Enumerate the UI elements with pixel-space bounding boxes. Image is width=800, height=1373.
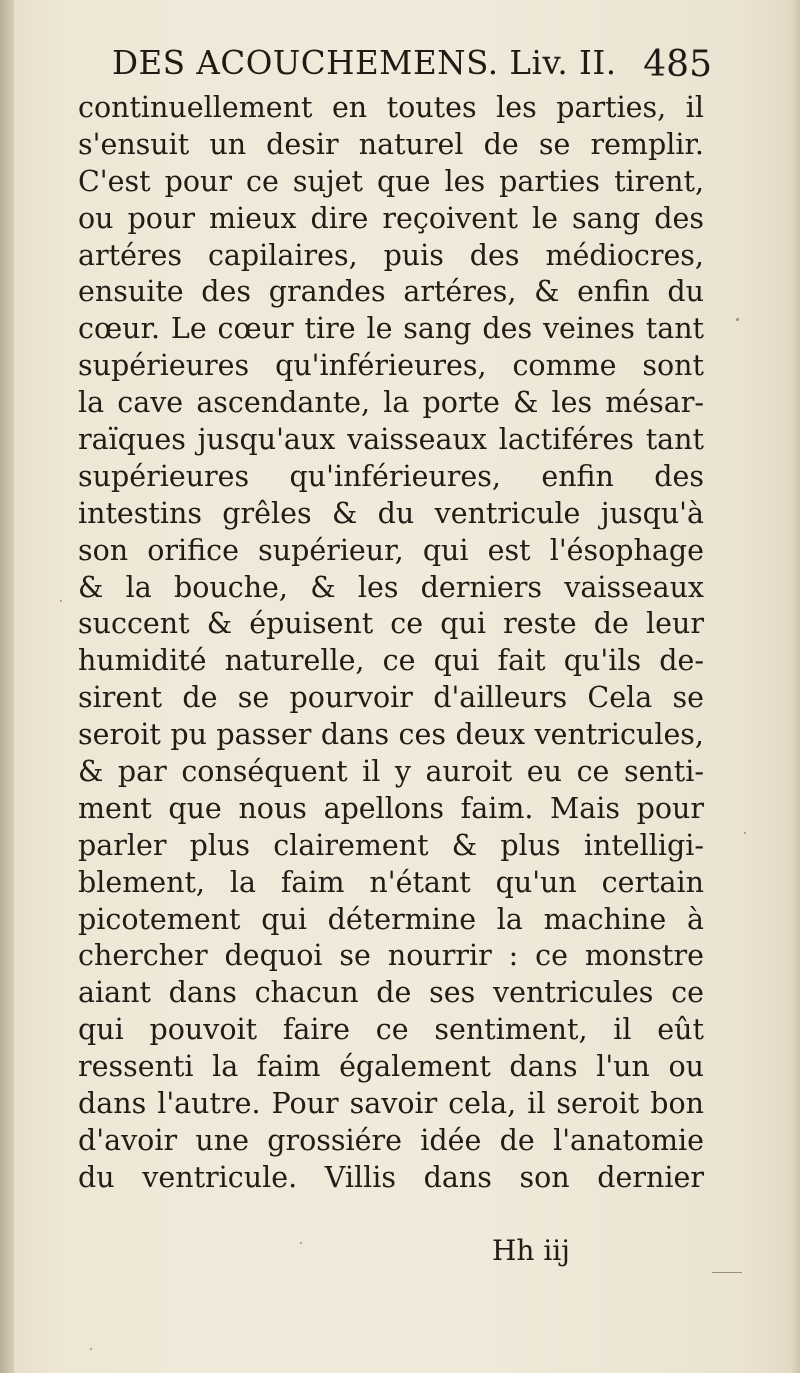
paper-speck: [90, 1348, 92, 1350]
text-line: & par conséquent il y auroit eu ce senti-: [78, 755, 704, 789]
running-title: DES ACOUCHEMENS. Liv. II.: [112, 44, 617, 82]
text-line: son orifice supérieur, qui est l'ésophage: [78, 533, 704, 567]
page-edge-shadow: [790, 0, 800, 1373]
text-line: dans l'autre. Pour savoir cela, il seroit bon: [78, 1087, 704, 1121]
page-number: 485: [643, 44, 712, 85]
text-line: chercher dequoi se nourrir : ce monstre: [78, 939, 704, 973]
text-line: supérieures qu'inférieures, enfin des: [78, 459, 704, 493]
text-line: aiant dans chacun de ses ventricules ce: [78, 976, 704, 1010]
text-line: & la bouche, & les derniers vaisseaux: [78, 570, 704, 604]
text-line: parler plus clairement & plus intelligi-: [78, 828, 704, 862]
text-line: s'ensuit un desir naturel de se remplir.: [78, 127, 704, 161]
text-line: sirent de se pourvoir d'ailleurs Cela se: [78, 681, 704, 715]
text-line: continuellement en toutes les parties, il: [78, 91, 704, 124]
text-line: picotement qui détermine la machine à: [78, 902, 704, 936]
text-line: ressenti la faim également dans l'un ou: [78, 1050, 704, 1084]
page-gutter-shadow: [0, 0, 14, 1373]
text-line: ou pour mieux dire reçoivent le sang des: [78, 201, 704, 235]
text-line: cœur. Le cœur tire le sang des veines tant: [78, 312, 704, 346]
text-line: du ventricule. Villis dans son dernier: [78, 1160, 704, 1194]
paper-speck: [744, 832, 746, 834]
text-line: seroit pu passer dans ces deux ventricules,: [78, 718, 704, 752]
paper-speck: [60, 600, 62, 602]
page-header: [112, 44, 712, 94]
text-line: supérieures qu'inférieures, comme sont: [78, 349, 704, 383]
paper-speck: [736, 318, 739, 321]
text-line: succent & épuisent ce qui reste de leur: [78, 607, 704, 641]
text-line: intestins grêles & du ventricule jusqu'à: [78, 496, 704, 530]
text-line: raïques jusqu'aux vaisseaux lactiféres tant: [78, 423, 704, 457]
text-line: ment que nous apellons faim. Mais pour: [78, 791, 704, 825]
text-line: humidité naturelle, ce qui fait qu'ils de-: [78, 644, 704, 678]
text-line: ensuite des grandes artéres, & enfin du: [78, 275, 704, 309]
text-line: C'est pour ce sujet que les parties tirent,: [78, 164, 704, 198]
signature-mark: Hh iij: [492, 1234, 570, 1267]
paper-speck: [300, 1242, 302, 1244]
text-line: qui pouvoit faire ce sentiment, il eût: [78, 1013, 704, 1047]
body-text: [78, 90, 704, 1197]
text-line: la cave ascendante, la porte & les mésar-: [78, 386, 704, 420]
text-line: blement, la faim n'étant qu'un certain: [78, 865, 704, 899]
text-line: artéres capilaires, puis des médiocres,: [78, 238, 704, 272]
paper-speck: [712, 1272, 742, 1273]
text-line: d'avoir une grossiére idée de l'anatomie: [78, 1123, 704, 1157]
